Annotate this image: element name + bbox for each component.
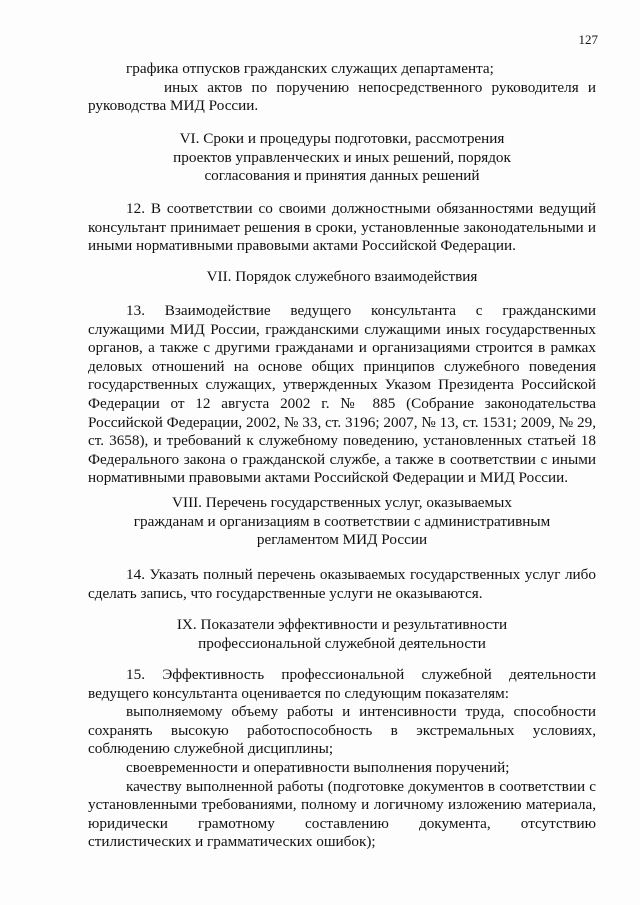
section-8-title-line-2: гражданам и организациям в соответствии с административным — [133, 512, 551, 530]
section-8-title-line-1: VIII. Перечень государственных услуг, оказываемых — [172, 494, 512, 511]
section-9-title-line-2: профессиональной служебной деятельности — [198, 634, 486, 652]
section-9-title-line-1: IX. Показатели эффективности и результативности — [176, 616, 508, 633]
intro-block — [88, 60, 596, 116]
criterion-timeliness: своевременности и оперативности выполнения поручений; — [126, 758, 510, 776]
section-7-heading — [88, 268, 596, 287]
section-8-title-line-3: регламентом МИД России — [256, 531, 428, 549]
paragraph-15: 15. Эффективность профессиональной служебной деятельности ведущего консультанта оценивается по следующим показателям: — [88, 666, 596, 702]
page-number: 127 — [578, 32, 598, 47]
intro-line-leadership: руководства МИД России. — [88, 97, 259, 115]
paragraph-12: 12. В соответствии со своими должностными обязанностями ведущий консультант принимает решения в сроки, установленные законодательными и иными нормативными правовыми актами Российской Федерации. — [88, 200, 596, 255]
section-6-title-line-3: согласования и принятия данных решений — [204, 167, 480, 185]
intro-line-other-acts: иных актов по поручению непосредственного руководителя и — [164, 78, 596, 96]
section-7-title: VII. Порядок служебного взаимодействия — [206, 268, 478, 285]
paragraph-13: 13. Взаимодействие ведущего консультанта с гражданскими служащими МИД России, гражданскими служащими иных государственных органов, а также с другими гражданами и организациями строится в рамках деловых отношений на основе общих принципов служебного поведения государственных служащих, утвержденных Указом Президента Российской Федерации от 12 августа 2002 г. № 885 (Собрание законодательства Российской Федерации, 2002, № 33, ст. 3196; 2007, № 13, ст. 1531; 2009, № 29, ст. 3658), и требований к служебному поведению, установленных статьей 18 Федерального закона о гражданской службе, а также в соответствии с иными нормативными правовыми актами Российской Федерации и МИД России. — [88, 302, 596, 487]
section-8-heading — [88, 494, 596, 550]
intro-line-schedule: графика отпусков гражданских служащих департамента; — [126, 60, 494, 77]
paragraph-14: 14. Указать полный перечень оказываемых государственных услуг либо сделать запись, что государственные услуги не оказываются. — [88, 566, 596, 602]
criterion-workload: выполняемому объему работы и интенсивности труда, способности сохранять высокую работоспособность в экстремальных условиях, соблюдению служебной дисциплины; — [88, 703, 596, 758]
section-6-heading — [88, 130, 596, 186]
section-6-title-line-1: VI. Сроки и процедуры подготовки, рассмотрения — [179, 130, 505, 147]
section-8-body — [88, 566, 596, 603]
section-9-heading — [88, 616, 596, 653]
section-7-body — [88, 302, 596, 488]
criterion-quality: качеству выполненной работы (подготовке документов в соответствии с установленными требованиями, полному и логичному изложению материала, юридически грамотному составлению документа, отсутствию стилистических и грамматических ошибок); — [88, 777, 596, 851]
section-9-body — [88, 666, 596, 852]
section-6-title-line-2: проектов управленческих и иных решений, порядок — [173, 148, 511, 166]
section-6-body — [88, 200, 596, 256]
